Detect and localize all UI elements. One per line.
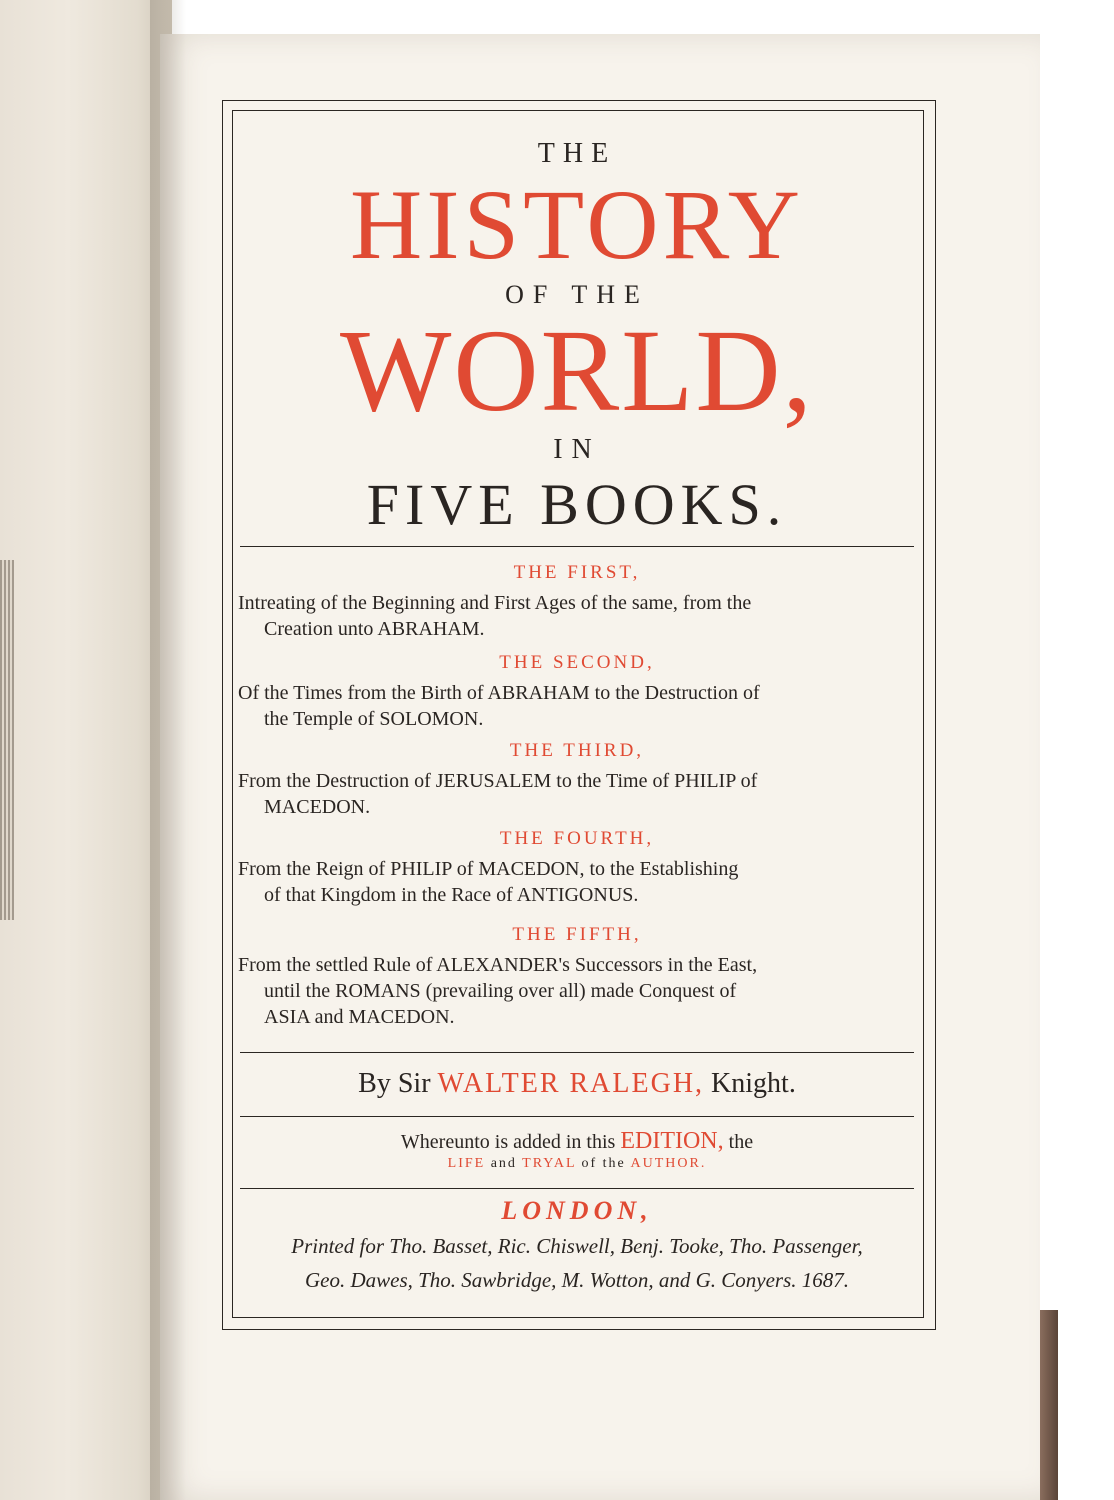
imprint-line-2: Geo. Dawes, Tho. Sawbridge, M. Wotton, and G. Conyers. 1687. bbox=[304, 1268, 850, 1292]
book-1-description bbox=[238, 590, 914, 642]
book-1-line-1: Intreating of the Beginning and First Ages of the same, from the bbox=[238, 592, 752, 614]
imprint-city: LONDON, bbox=[501, 1196, 653, 1225]
title-five-books: FIVE BOOKS. bbox=[366, 472, 788, 537]
title-in: IN bbox=[553, 434, 601, 465]
of-the-word: of the bbox=[581, 1156, 626, 1171]
life-and-tryal-line bbox=[232, 1156, 922, 1172]
book-5-description bbox=[238, 952, 914, 1030]
title-of-the: OF THE bbox=[505, 280, 649, 309]
book-2-line-2: the Temple of SOLOMON. bbox=[264, 708, 484, 730]
title-world: WORLD, bbox=[339, 305, 815, 436]
author-line bbox=[232, 1068, 922, 1100]
imprint-line-1: Printed for Tho. Basset, Ric. Chiswell, Benj. Tooke, Tho. Passenger, bbox=[291, 1234, 863, 1258]
and-word: and bbox=[490, 1156, 517, 1171]
left-page bbox=[0, 0, 172, 1500]
left-page-illustration-edge bbox=[0, 560, 14, 920]
book-1-line-2: Creation unto ABRAHAM. bbox=[264, 618, 485, 640]
book-5-heading: THE FIFTH, bbox=[512, 924, 642, 945]
rule-4 bbox=[240, 1188, 914, 1189]
book-2-heading: THE SECOND, bbox=[499, 652, 655, 673]
book-5-line-1: From the settled Rule of ALEXANDER's Successors in the East, bbox=[238, 954, 758, 976]
book-2-description bbox=[238, 680, 914, 732]
book-5-line-3: ASIA and MACEDON. bbox=[264, 1006, 455, 1028]
book-3-line-2: MACEDON. bbox=[264, 796, 371, 818]
book-5-line-2: until the ROMANS (prevailing over all) made Conquest of bbox=[264, 980, 737, 1002]
edition-word: EDITION, bbox=[620, 1128, 724, 1154]
edition-line bbox=[232, 1128, 922, 1155]
author-name: WALTER RALEGH, bbox=[437, 1068, 705, 1099]
book-1-heading: THE FIRST, bbox=[513, 562, 641, 583]
title-page-content bbox=[232, 110, 922, 1316]
title-the: THE bbox=[537, 138, 617, 169]
author-suffix: Knight. bbox=[711, 1068, 796, 1099]
author-word: AUTHOR. bbox=[630, 1156, 707, 1171]
book-4-line-1: From the Reign of PHILIP of MACEDON, to the Establishing bbox=[238, 858, 739, 880]
rule-2 bbox=[240, 1052, 914, 1053]
rule-3 bbox=[240, 1116, 914, 1117]
book-3-heading: THE THIRD, bbox=[509, 740, 645, 761]
edition-suffix: the bbox=[728, 1131, 754, 1153]
tryal-word: TRYAL bbox=[522, 1156, 576, 1171]
binding-edge bbox=[1040, 1310, 1058, 1500]
book-gutter bbox=[150, 0, 186, 1500]
edition-prefix: Whereunto is added in this bbox=[400, 1131, 616, 1153]
author-prefix: By Sir bbox=[358, 1068, 431, 1099]
rule-1 bbox=[240, 546, 914, 547]
book-4-description bbox=[238, 856, 914, 908]
book-3-line-1: From the Destruction of JERUSALEM to the Time of PHILIP of bbox=[238, 770, 758, 792]
life-word: LIFE bbox=[447, 1156, 486, 1171]
title-history: HISTORY bbox=[349, 169, 805, 280]
book-3-description bbox=[238, 768, 914, 820]
book-4-line-2: of that Kingdom in the Race of ANTIGONUS. bbox=[264, 884, 639, 906]
book-4-heading: THE FOURTH, bbox=[499, 828, 655, 849]
book-2-line-1: Of the Times from the Birth of ABRAHAM to the Destruction of bbox=[238, 682, 760, 704]
